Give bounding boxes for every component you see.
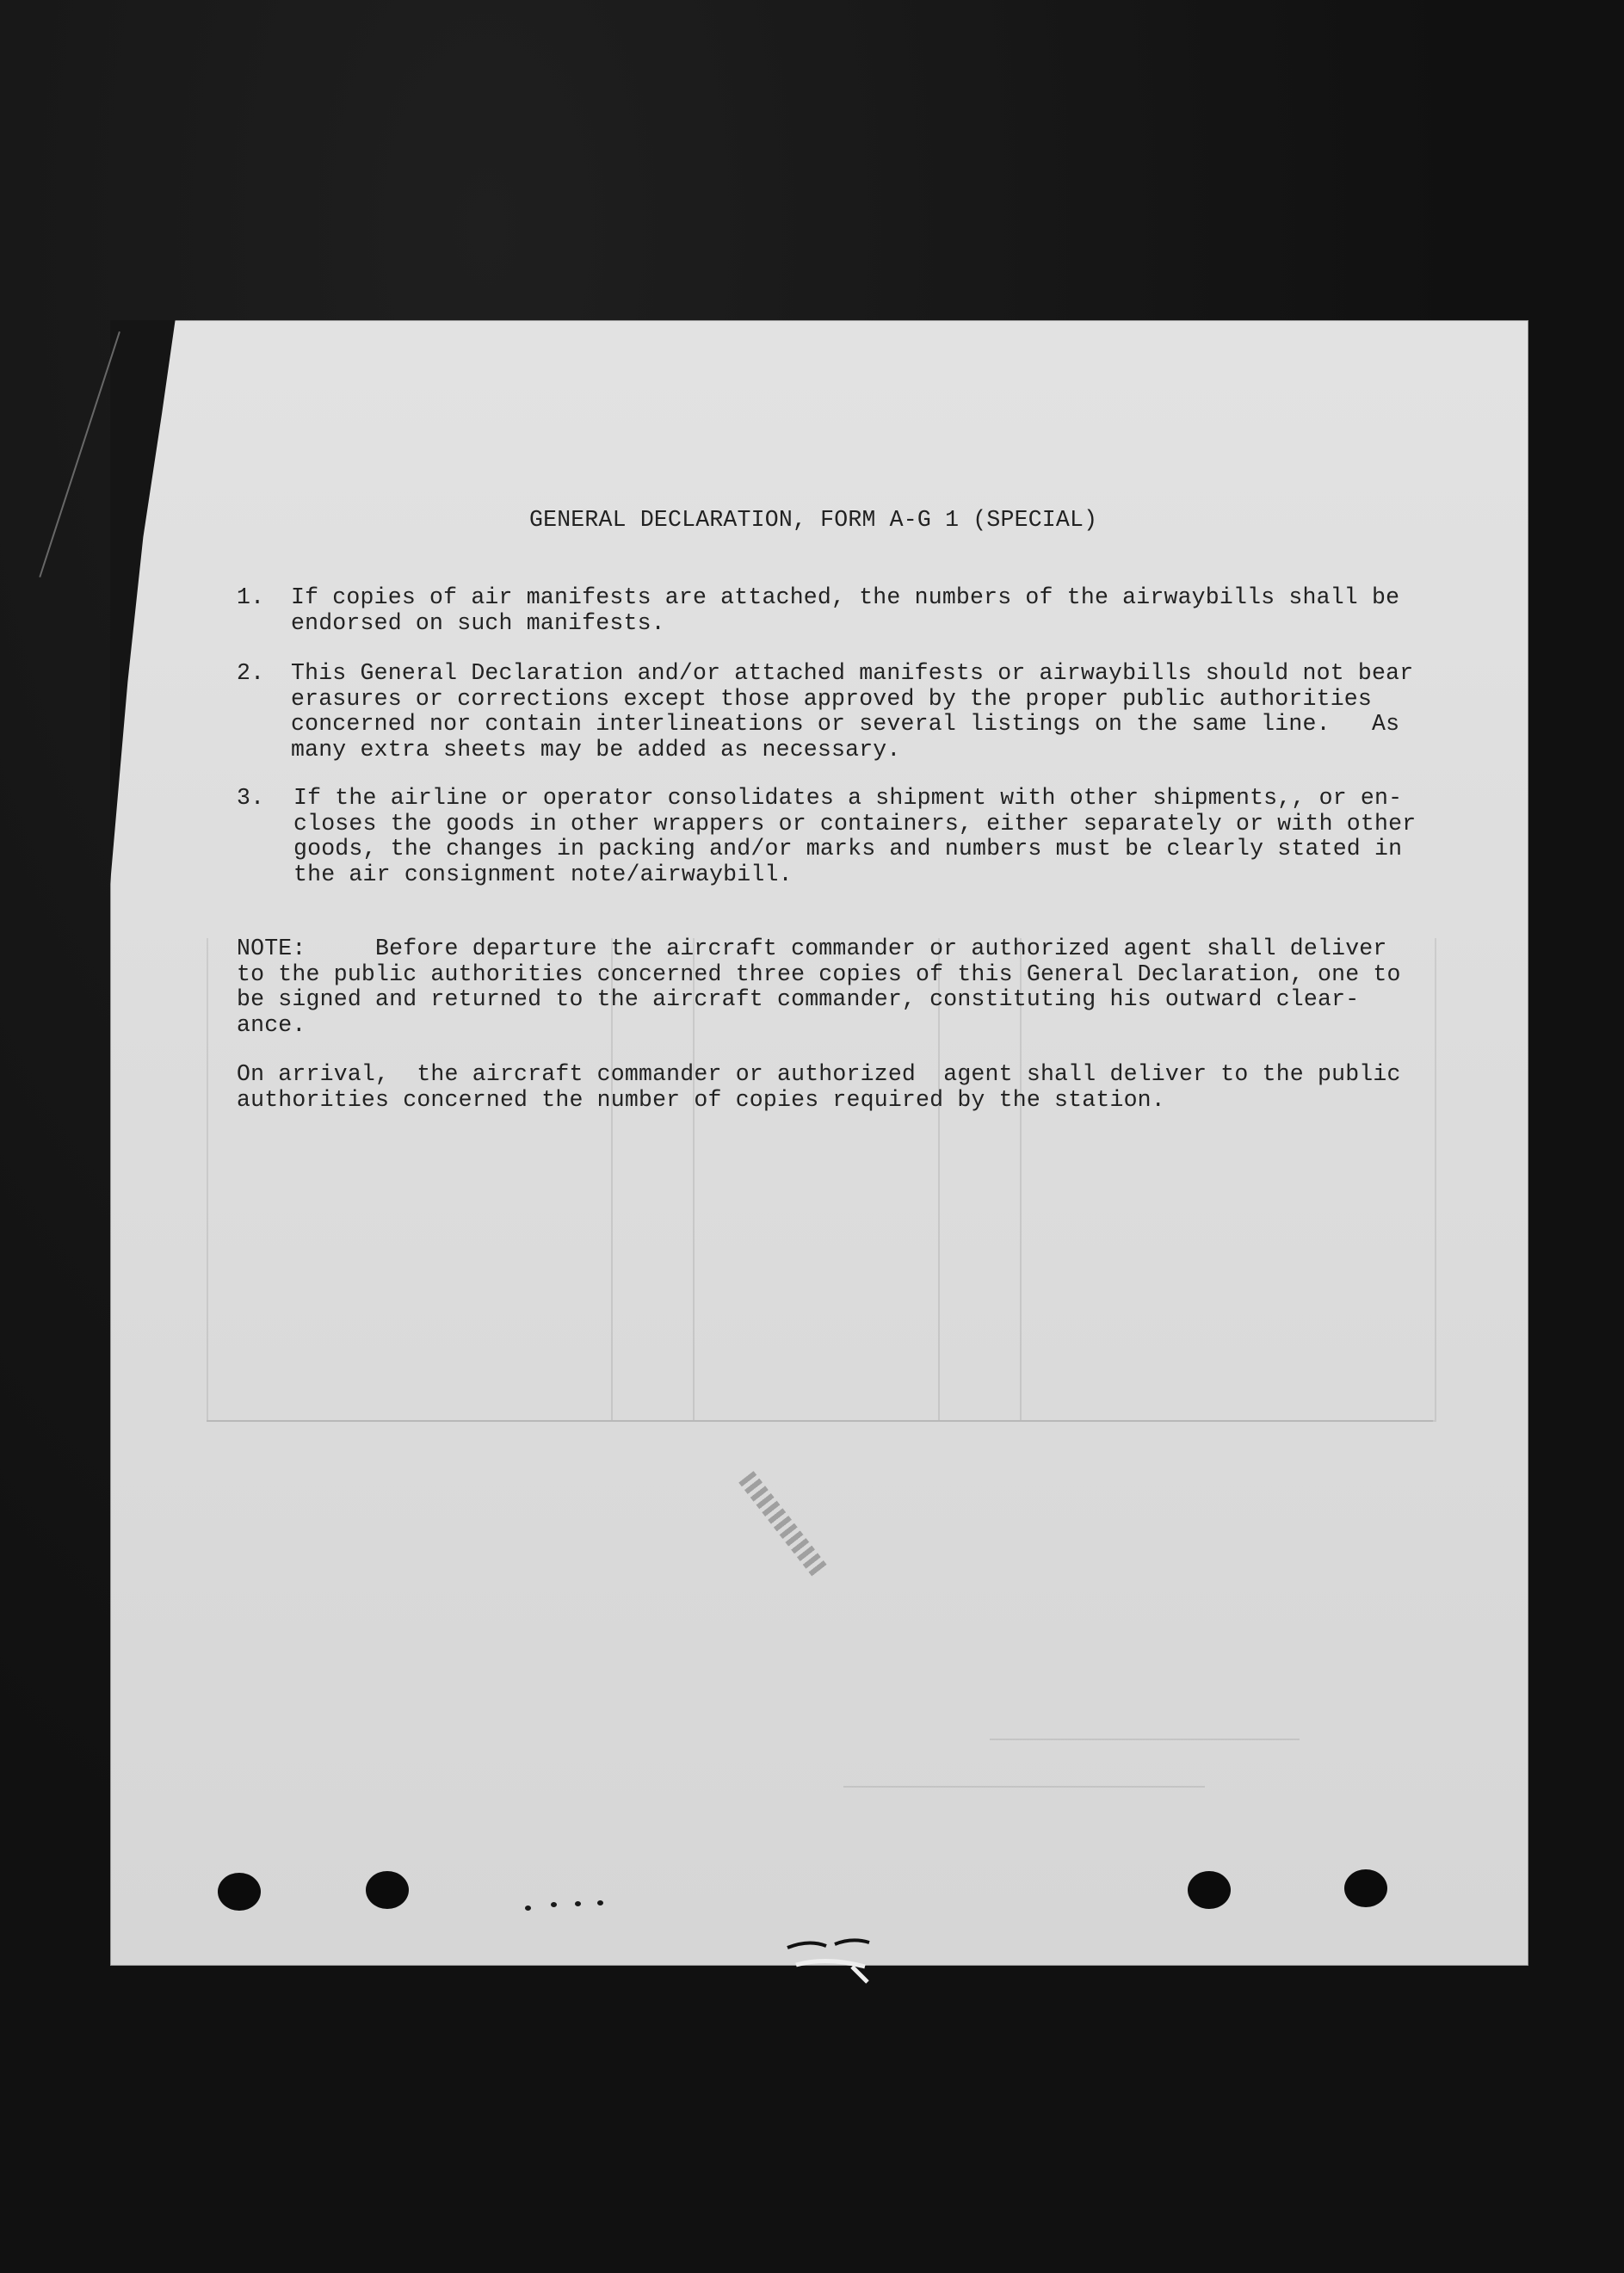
list-item-number: 2. [237,660,265,686]
bleed-through-line [990,1739,1300,1740]
arrival-paragraph [237,1062,1416,1113]
list-item-number: 1. [237,584,265,610]
text-line: If the airline or operator consolidates a shipment with other shipments,, or en- [293,785,1403,811]
list-item-number: 3. [237,785,265,811]
text-line: to the public authorities concerned three copies of this General Declaration, one to [237,960,1401,987]
text-line: ance. [237,1011,306,1038]
text-line: concerned nor contain interlineations or several listings on the same line. As [291,711,1400,737]
staple-clip-mark [783,1932,878,1984]
punch-hole [218,1873,261,1911]
speck-mark [597,1900,603,1905]
page-fold-crease [39,331,120,578]
bleed-through-line [843,1786,1205,1788]
text-line: If copies of air manifests are attached, the numbers of the airwaybills shall be [291,584,1400,610]
speck-mark [551,1902,557,1907]
text-line: the air consignment note/airwaybill. [293,861,793,887]
text-line: This General Declaration and/or attached manifests or airwaybills should not bear [291,660,1414,686]
text-line: On arrival, the aircraft commander or authorized agent shall deliver to the public [237,1061,1401,1087]
punch-hole [1188,1871,1231,1909]
text-line: closes the goods in other wrappers or containers, either separately or with other [293,810,1417,837]
list-item-text [291,585,1410,636]
text-line: erasures or corrections except those approved by the proper public authorities [291,685,1373,712]
bleed-through-line [207,1420,1433,1422]
text-line: endorsed on such manifests. [291,609,665,636]
text-line: be signed and returned to the aircraft commander, constituting his outward clear- [237,986,1360,1012]
page-title: GENERAL DECLARATION, FORM A-G 1 (SPECIAL) [529,507,1098,533]
speck-mark [575,1901,581,1906]
speck-mark [525,1905,531,1911]
text-line: many extra sheets may be added as necessary. [291,736,901,763]
punch-hole [366,1871,409,1909]
list-item-text [291,660,1414,763]
list-item-text [293,785,1417,887]
text-line: goods, the changes in packing and/or marks and numbers must be clearly stated in [293,836,1403,862]
note-paragraph [237,936,1416,1038]
punch-hole [1344,1869,1387,1907]
text-line: NOTE: Before departure the aircraft commander or authorized agent shall deliver [237,936,1387,961]
text-line: authorities concerned the number of copies required by the station. [237,1086,1165,1113]
